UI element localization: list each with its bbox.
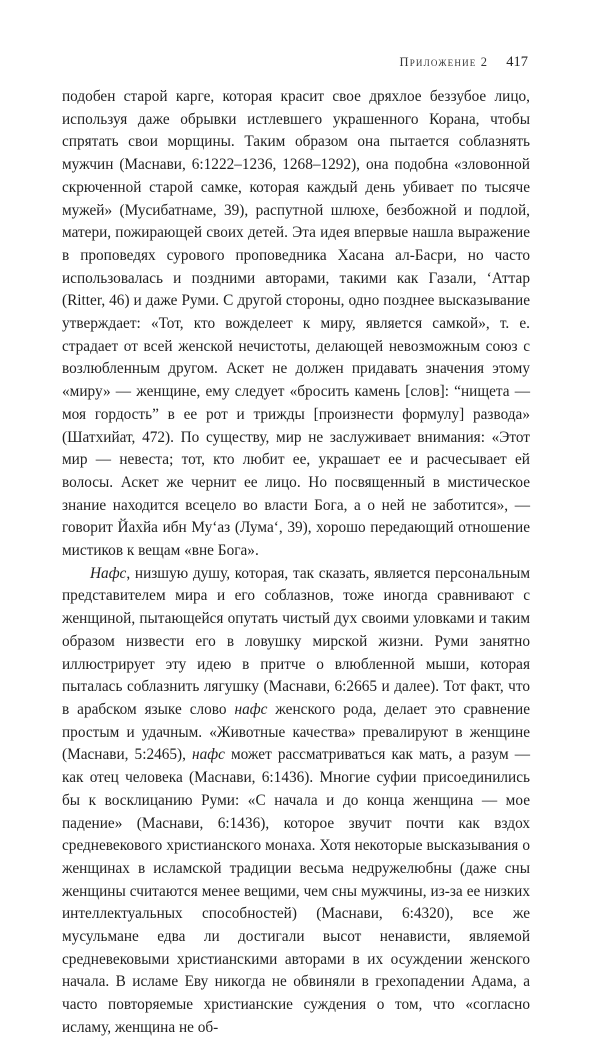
running-title: Приложение 2 <box>399 55 489 69</box>
running-head <box>400 54 529 71</box>
paragraph-1: подобен старой карге, которая красит свое дряхлое беззубое лицо, используя даже обрывки истлевшего украшенного Корана, чтобы спрятать свои морщины. Таким образом она пытается соблазнять мужчин (Маснави, 6:1222–1236, 1268–1292), она подобна «зловонной скрюченной старой самке, которая каждый день убивает по тысяче мужей» (Мусибатнаме, 39), распутной шлюхе, безбожной и подлой, матери, пожирающей своих детей. Эта идея впервые нашла выражение в проповедях сурового проповедника Хасана ал-Басри, но часто использовалась и поздними авторами, такими как Газали, ‘Аттар (Ritter, 46) и даже Руми. С другой стороны, одно позднее высказывание утверждает: «Тот, кто вожделеет к миру, является самкой», т. е. страдает от всей женской нечистоты, делающей невозможным союз с возлюбленным другом. Аскет не должен придавать значения этому «миру» — женщине, ему следует «бросить камень [слов]: “нищета — моя гордость” в ее рот и трижды [произнести формулу] развода» (Шатхийат, 472). По существу, мир не заслуживает внимания: «Этот мир — невеста; тот, кто любит ее, украшает ее и расчесывает ей волосы. Аскет же чернит ее лицо. Но посвященный в мистическое знание находится всецело во власти Бога, а о ней не заботится», — говорит Йахйа ибн Му‘аз (Лума‘, 39), хорошо передающий отношение мистиков к вещам «вне Бога». <box>62 88 530 560</box>
page-number: 417 <box>506 54 528 70</box>
paragraph-2 <box>62 563 530 1040</box>
paragraph-2-part-3: может рассматриваться как мать, а разум — как отец человека (Маснави, 6:1436). Многие суфии присоединились бы к восклицанию Руми: «С начала и до конца женщина — мое падение» (Маснави, 6:1436), которое звучит почти как вздох средневекового христианского монаха. Хотя некоторые высказывания о женщинах в исламской традиции весьма недружелюбны (даже сны женщины считаются менее вещими, чем сны мужчины, из-за ее низких интеллектуальных способностей) (Маснави, 6:4320), все же мусульмане едва ли достигали высот ненависти, являемой средневековыми христианскими авторами в их осуждении женского начала. В исламе Еву никогда не обвиняли в грехопадении Адама, а часто повторяемые христианские суждения о том, что «согласно исламу, женщина не об- <box>62 746 530 1036</box>
term-nafs: Нафс <box>90 564 127 582</box>
term-nafs: нафс <box>192 746 225 764</box>
body-text <box>62 86 530 1040</box>
paragraph-2-part-2: женского рода, делает это сравнение простым и удачным. «Животные качества» превалируют в женщине (Маснави, 5:2465), <box>62 700 531 764</box>
paragraph-2-part-1: , низшую душу, которая, так сказать, является персональным представителем мира и его соблазнов, тоже иногда сравнивают с женщиной, пытающейся опутать чистый дух своими уловками и таким образом низвести его в ловушку мирской жизни. Руми занятно иллюстрирует эту идею в притче о влюбленной мыши, которая пыталась соблазнить лягушку (Маснави, 6:2665 и далее). Тот факт, что в арабском языке слово <box>62 564 530 718</box>
term-nafs: нафс <box>234 700 268 718</box>
